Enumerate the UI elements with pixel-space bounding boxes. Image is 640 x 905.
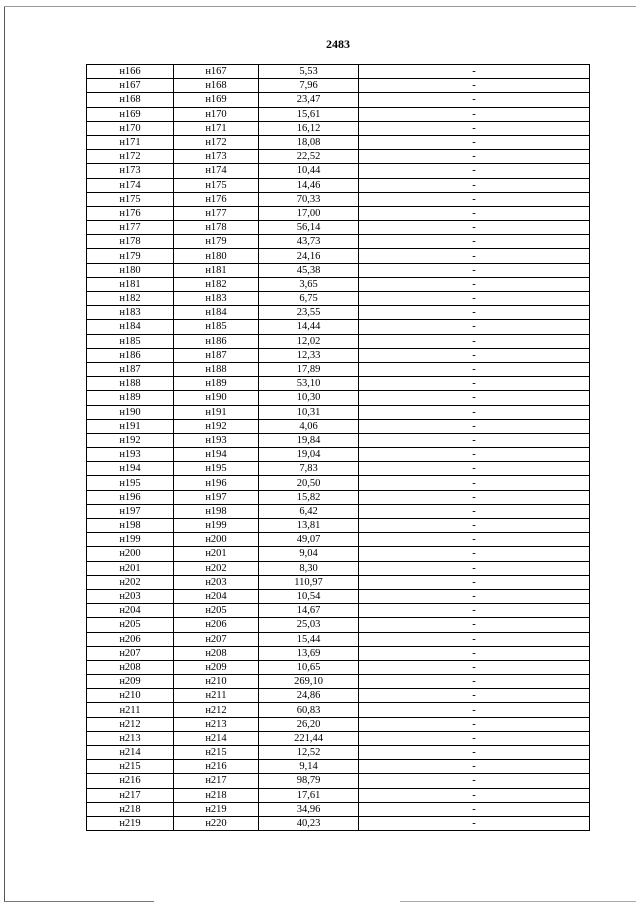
cell-point-to: н177 xyxy=(174,206,259,220)
cell-point-to: н218 xyxy=(174,788,259,802)
cell-point-to: н205 xyxy=(174,604,259,618)
cell-point-from: н212 xyxy=(87,717,174,731)
cell-point-from: н171 xyxy=(87,135,174,149)
cell-point-from: н206 xyxy=(87,632,174,646)
cell-length: 6,75 xyxy=(259,292,359,306)
cell-point-from: н182 xyxy=(87,292,174,306)
cell-point-to: н216 xyxy=(174,760,259,774)
cell-note: - xyxy=(359,348,590,362)
cell-point-from: н168 xyxy=(87,93,174,107)
cell-length: 9,04 xyxy=(259,547,359,561)
cell-note: - xyxy=(359,292,590,306)
cell-point-to: н195 xyxy=(174,462,259,476)
cell-length: 70,33 xyxy=(259,192,359,206)
cell-length: 9,14 xyxy=(259,760,359,774)
cell-length: 10,30 xyxy=(259,391,359,405)
cell-point-from: н217 xyxy=(87,788,174,802)
table-row xyxy=(87,476,590,490)
cell-point-from: н169 xyxy=(87,107,174,121)
cell-point-to: н207 xyxy=(174,632,259,646)
cell-note: - xyxy=(359,717,590,731)
table-row xyxy=(87,561,590,575)
cell-point-to: н193 xyxy=(174,433,259,447)
cell-note: - xyxy=(359,93,590,107)
table-row xyxy=(87,646,590,660)
cell-note: - xyxy=(359,65,590,79)
cell-point-from: н192 xyxy=(87,433,174,447)
cell-note: - xyxy=(359,788,590,802)
cell-note: - xyxy=(359,391,590,405)
cell-note: - xyxy=(359,604,590,618)
table-row xyxy=(87,277,590,291)
table-row xyxy=(87,774,590,788)
cell-length: 17,00 xyxy=(259,206,359,220)
cell-note: - xyxy=(359,121,590,135)
cell-point-from: н180 xyxy=(87,263,174,277)
cell-length: 43,73 xyxy=(259,235,359,249)
table-row xyxy=(87,334,590,348)
boundary-points-table xyxy=(86,64,590,831)
cell-length: 23,47 xyxy=(259,93,359,107)
cell-note: - xyxy=(359,206,590,220)
cell-note: - xyxy=(359,405,590,419)
cell-point-to: н220 xyxy=(174,816,259,830)
page-border-bottom-right xyxy=(400,901,636,902)
cell-point-from: н166 xyxy=(87,65,174,79)
cell-point-from: н194 xyxy=(87,462,174,476)
cell-point-to: н213 xyxy=(174,717,259,731)
cell-point-from: н181 xyxy=(87,277,174,291)
cell-point-to: н192 xyxy=(174,419,259,433)
cell-note: - xyxy=(359,235,590,249)
cell-point-to: н202 xyxy=(174,561,259,575)
cell-note: - xyxy=(359,462,590,476)
cell-point-to: н198 xyxy=(174,504,259,518)
page-border-left xyxy=(4,6,5,902)
cell-point-from: н173 xyxy=(87,164,174,178)
table-row xyxy=(87,377,590,391)
cell-point-from: н203 xyxy=(87,589,174,603)
cell-point-from: н170 xyxy=(87,121,174,135)
table-row xyxy=(87,689,590,703)
cell-length: 56,14 xyxy=(259,221,359,235)
cell-note: - xyxy=(359,561,590,575)
cell-length: 25,03 xyxy=(259,618,359,632)
cell-note: - xyxy=(359,178,590,192)
cell-point-from: н202 xyxy=(87,575,174,589)
cell-note: - xyxy=(359,107,590,121)
cell-note: - xyxy=(359,504,590,518)
cell-note: - xyxy=(359,816,590,830)
cell-point-from: н215 xyxy=(87,760,174,774)
cell-length: 19,84 xyxy=(259,433,359,447)
cell-length: 10,54 xyxy=(259,589,359,603)
cell-note: - xyxy=(359,589,590,603)
cell-length: 17,89 xyxy=(259,362,359,376)
cell-note: - xyxy=(359,192,590,206)
table-row xyxy=(87,589,590,603)
cell-point-from: н188 xyxy=(87,377,174,391)
cell-note: - xyxy=(359,433,590,447)
table-body xyxy=(87,65,590,831)
cell-point-from: н178 xyxy=(87,235,174,249)
cell-point-to: н217 xyxy=(174,774,259,788)
cell-length: 15,44 xyxy=(259,632,359,646)
cell-point-to: н203 xyxy=(174,575,259,589)
cell-note: - xyxy=(359,277,590,291)
cell-point-to: н196 xyxy=(174,476,259,490)
table-row xyxy=(87,802,590,816)
cell-point-from: н179 xyxy=(87,249,174,263)
cell-point-to: н174 xyxy=(174,164,259,178)
cell-length: 10,31 xyxy=(259,405,359,419)
table-row xyxy=(87,717,590,731)
cell-point-to: н190 xyxy=(174,391,259,405)
table-row xyxy=(87,448,590,462)
cell-length: 98,79 xyxy=(259,774,359,788)
cell-note: - xyxy=(359,164,590,178)
cell-length: 13,69 xyxy=(259,646,359,660)
cell-length: 14,46 xyxy=(259,178,359,192)
table-row xyxy=(87,533,590,547)
cell-point-to: н182 xyxy=(174,277,259,291)
cell-note: - xyxy=(359,575,590,589)
cell-point-from: н189 xyxy=(87,391,174,405)
cell-point-from: н196 xyxy=(87,490,174,504)
table-row xyxy=(87,575,590,589)
cell-length: 10,65 xyxy=(259,660,359,674)
cell-point-to: н191 xyxy=(174,405,259,419)
cell-point-from: н175 xyxy=(87,192,174,206)
cell-point-from: н174 xyxy=(87,178,174,192)
cell-point-to: н215 xyxy=(174,746,259,760)
cell-length: 60,83 xyxy=(259,703,359,717)
table-row xyxy=(87,462,590,476)
cell-point-to: н185 xyxy=(174,320,259,334)
cell-point-from: н204 xyxy=(87,604,174,618)
table-row xyxy=(87,760,590,774)
cell-length: 8,30 xyxy=(259,561,359,575)
cell-point-to: н188 xyxy=(174,362,259,376)
cell-length: 110,97 xyxy=(259,575,359,589)
cell-point-from: н219 xyxy=(87,816,174,830)
table-row xyxy=(87,547,590,561)
cell-point-to: н197 xyxy=(174,490,259,504)
cell-length: 7,96 xyxy=(259,79,359,93)
cell-point-from: н195 xyxy=(87,476,174,490)
cell-length: 14,44 xyxy=(259,320,359,334)
cell-length: 18,08 xyxy=(259,135,359,149)
cell-length: 22,52 xyxy=(259,150,359,164)
cell-point-from: н201 xyxy=(87,561,174,575)
cell-point-to: н178 xyxy=(174,221,259,235)
table-row xyxy=(87,164,590,178)
cell-note: - xyxy=(359,646,590,660)
cell-point-to: н210 xyxy=(174,675,259,689)
cell-point-to: н200 xyxy=(174,533,259,547)
cell-point-to: н219 xyxy=(174,802,259,816)
cell-length: 40,23 xyxy=(259,816,359,830)
cell-note: - xyxy=(359,419,590,433)
cell-point-from: н214 xyxy=(87,746,174,760)
cell-note: - xyxy=(359,249,590,263)
table-row xyxy=(87,206,590,220)
cell-length: 269,10 xyxy=(259,675,359,689)
cell-point-to: н172 xyxy=(174,135,259,149)
cell-point-from: н197 xyxy=(87,504,174,518)
cell-length: 10,44 xyxy=(259,164,359,178)
cell-point-to: н175 xyxy=(174,178,259,192)
cell-length: 12,33 xyxy=(259,348,359,362)
cell-length: 24,86 xyxy=(259,689,359,703)
table-row xyxy=(87,107,590,121)
table-row xyxy=(87,178,590,192)
cell-length: 14,67 xyxy=(259,604,359,618)
table-row xyxy=(87,249,590,263)
table-row xyxy=(87,703,590,717)
cell-point-from: н172 xyxy=(87,150,174,164)
cell-point-from: н199 xyxy=(87,533,174,547)
cell-note: - xyxy=(359,150,590,164)
cell-length: 49,07 xyxy=(259,533,359,547)
cell-length: 12,52 xyxy=(259,746,359,760)
table-row xyxy=(87,135,590,149)
cell-length: 15,82 xyxy=(259,490,359,504)
cell-note: - xyxy=(359,362,590,376)
table-row xyxy=(87,405,590,419)
table-row xyxy=(87,632,590,646)
cell-point-from: н186 xyxy=(87,348,174,362)
cell-point-from: н198 xyxy=(87,519,174,533)
cell-note: - xyxy=(359,448,590,462)
cell-note: - xyxy=(359,746,590,760)
cell-point-to: н167 xyxy=(174,65,259,79)
cell-length: 53,10 xyxy=(259,377,359,391)
cell-length: 221,44 xyxy=(259,731,359,745)
cell-note: - xyxy=(359,632,590,646)
cell-length: 45,38 xyxy=(259,263,359,277)
cell-point-to: н179 xyxy=(174,235,259,249)
cell-point-to: н208 xyxy=(174,646,259,660)
cell-point-to: н204 xyxy=(174,589,259,603)
cell-note: - xyxy=(359,221,590,235)
cell-point-from: н177 xyxy=(87,221,174,235)
cell-length: 19,04 xyxy=(259,448,359,462)
cell-note: - xyxy=(359,334,590,348)
table-row xyxy=(87,746,590,760)
table-row xyxy=(87,150,590,164)
table-row xyxy=(87,504,590,518)
cell-note: - xyxy=(359,731,590,745)
cell-point-to: н186 xyxy=(174,334,259,348)
cell-point-to: н211 xyxy=(174,689,259,703)
cell-note: - xyxy=(359,263,590,277)
table-row xyxy=(87,816,590,830)
cell-point-to: н171 xyxy=(174,121,259,135)
cell-point-from: н207 xyxy=(87,646,174,660)
table-row xyxy=(87,93,590,107)
cell-point-to: н180 xyxy=(174,249,259,263)
cell-note: - xyxy=(359,519,590,533)
cell-point-from: н205 xyxy=(87,618,174,632)
cell-length: 20,50 xyxy=(259,476,359,490)
cell-note: - xyxy=(359,760,590,774)
cell-point-to: н173 xyxy=(174,150,259,164)
table-row xyxy=(87,306,590,320)
cell-note: - xyxy=(359,703,590,717)
cell-point-from: н200 xyxy=(87,547,174,561)
cell-length: 34,96 xyxy=(259,802,359,816)
cell-point-to: н181 xyxy=(174,263,259,277)
table-row xyxy=(87,391,590,405)
table-row xyxy=(87,433,590,447)
cell-point-to: н183 xyxy=(174,292,259,306)
table-row xyxy=(87,490,590,504)
cell-point-from: н191 xyxy=(87,419,174,433)
cell-point-from: н187 xyxy=(87,362,174,376)
cell-length: 26,20 xyxy=(259,717,359,731)
table-row xyxy=(87,362,590,376)
page-border-top xyxy=(4,6,636,7)
table-row xyxy=(87,419,590,433)
cell-point-to: н212 xyxy=(174,703,259,717)
cell-length: 3,65 xyxy=(259,277,359,291)
cell-point-from: н210 xyxy=(87,689,174,703)
cell-length: 5,53 xyxy=(259,65,359,79)
cell-point-from: н208 xyxy=(87,660,174,674)
cell-length: 15,61 xyxy=(259,107,359,121)
cell-length: 4,06 xyxy=(259,419,359,433)
table-row xyxy=(87,348,590,362)
cell-point-to: н194 xyxy=(174,448,259,462)
cell-point-from: н190 xyxy=(87,405,174,419)
table-row xyxy=(87,235,590,249)
cell-point-from: н184 xyxy=(87,320,174,334)
cell-note: - xyxy=(359,660,590,674)
page-number: 2483 xyxy=(326,37,350,51)
table-row xyxy=(87,320,590,334)
cell-point-to: н206 xyxy=(174,618,259,632)
table-row xyxy=(87,660,590,674)
cell-note: - xyxy=(359,547,590,561)
cell-note: - xyxy=(359,618,590,632)
cell-point-from: н218 xyxy=(87,802,174,816)
cell-point-to: н209 xyxy=(174,660,259,674)
cell-point-to: н168 xyxy=(174,79,259,93)
cell-note: - xyxy=(359,79,590,93)
table-row xyxy=(87,263,590,277)
table-row xyxy=(87,221,590,235)
cell-point-to: н199 xyxy=(174,519,259,533)
page-border-bottom xyxy=(4,901,154,902)
cell-point-from: н209 xyxy=(87,675,174,689)
cell-point-to: н170 xyxy=(174,107,259,121)
cell-point-to: н184 xyxy=(174,306,259,320)
table-row xyxy=(87,121,590,135)
cell-note: - xyxy=(359,689,590,703)
table-row xyxy=(87,788,590,802)
cell-length: 23,55 xyxy=(259,306,359,320)
cell-point-from: н167 xyxy=(87,79,174,93)
table-row xyxy=(87,292,590,306)
cell-note: - xyxy=(359,802,590,816)
table-row xyxy=(87,604,590,618)
table-row xyxy=(87,65,590,79)
cell-point-from: н183 xyxy=(87,306,174,320)
cell-point-to: н214 xyxy=(174,731,259,745)
table-row xyxy=(87,79,590,93)
table-row xyxy=(87,731,590,745)
cell-point-to: н176 xyxy=(174,192,259,206)
cell-point-from: н176 xyxy=(87,206,174,220)
cell-note: - xyxy=(359,306,590,320)
cell-length: 7,83 xyxy=(259,462,359,476)
cell-length: 24,16 xyxy=(259,249,359,263)
cell-length: 6,42 xyxy=(259,504,359,518)
cell-length: 13,81 xyxy=(259,519,359,533)
cell-point-to: н169 xyxy=(174,93,259,107)
cell-point-from: н211 xyxy=(87,703,174,717)
cell-point-from: н193 xyxy=(87,448,174,462)
cell-note: - xyxy=(359,377,590,391)
cell-note: - xyxy=(359,490,590,504)
cell-note: - xyxy=(359,320,590,334)
cell-point-to: н187 xyxy=(174,348,259,362)
cell-note: - xyxy=(359,675,590,689)
table-row xyxy=(87,192,590,206)
cell-length: 17,61 xyxy=(259,788,359,802)
cell-note: - xyxy=(359,476,590,490)
cell-point-from: н216 xyxy=(87,774,174,788)
table-row xyxy=(87,519,590,533)
cell-point-from: н213 xyxy=(87,731,174,745)
cell-note: - xyxy=(359,533,590,547)
cell-point-to: н189 xyxy=(174,377,259,391)
cell-length: 12,02 xyxy=(259,334,359,348)
table-row xyxy=(87,618,590,632)
cell-length: 16,12 xyxy=(259,121,359,135)
cell-point-to: н201 xyxy=(174,547,259,561)
cell-note: - xyxy=(359,135,590,149)
cell-point-from: н185 xyxy=(87,334,174,348)
table-row xyxy=(87,675,590,689)
cell-note: - xyxy=(359,774,590,788)
